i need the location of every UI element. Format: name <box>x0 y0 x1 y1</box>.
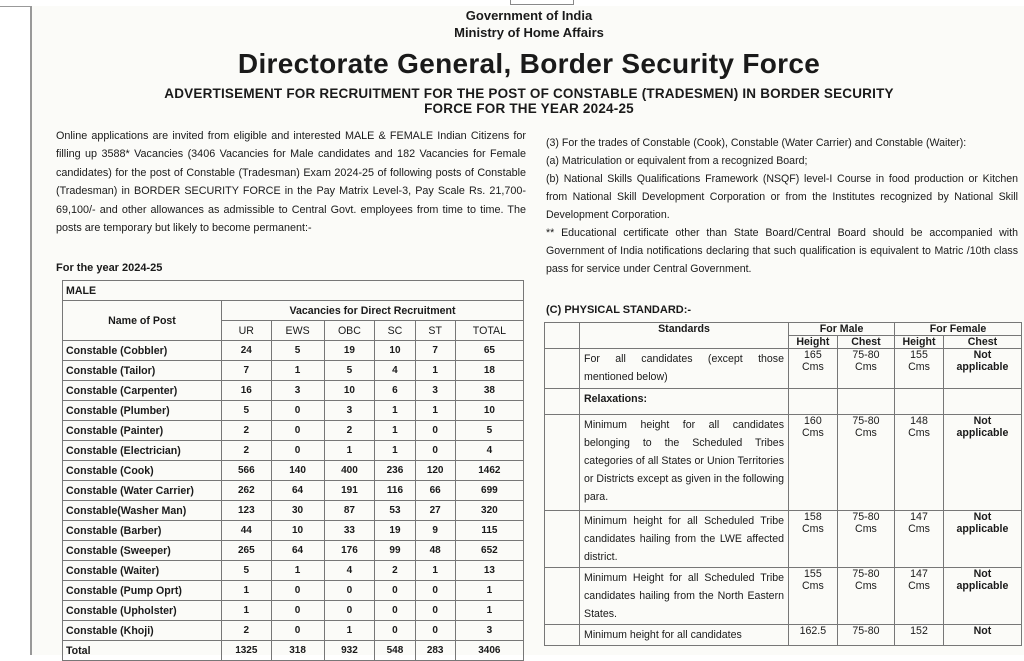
vacancy-col-st: ST <box>415 321 455 341</box>
vacancy-cell: 1 <box>375 441 415 461</box>
vacancy-cell: 0 <box>271 581 324 601</box>
vacancy-cell: 0 <box>324 581 375 601</box>
vacancy-cell: 318 <box>271 641 324 661</box>
phys-desc-cell: For all candidates (except those mentioned below) <box>580 349 789 389</box>
vacancy-cell: 5 <box>324 361 375 381</box>
vacancy-cell: 99 <box>375 541 415 561</box>
vacancy-col-ews: EWS <box>271 321 324 341</box>
physical-standard-table <box>544 322 1022 646</box>
vacancy-cell: 0 <box>415 421 455 441</box>
vacancy-cell: 115 <box>455 521 523 541</box>
vacancy-cell: 16 <box>222 381 272 401</box>
vacancy-cell: 3 <box>271 381 324 401</box>
vacancy-cell: 3 <box>324 401 375 421</box>
phys-fc-cell <box>943 389 1021 415</box>
vacancy-cell: 2 <box>375 561 415 581</box>
phys-mc-cell: 75-80 Cms <box>837 568 894 625</box>
phys-desc-cell: Minimum Height for all Scheduled Tribe candidates hailing from the North Eastern States. <box>580 568 789 625</box>
vacancy-cell: 1325 <box>222 641 272 661</box>
table-row <box>63 641 524 661</box>
table-row <box>63 561 524 581</box>
vacancy-section-label: MALE <box>63 281 524 301</box>
phys-desc-cell: Minimum height for all Scheduled Tribe candidates hailing from the LWE affected district. <box>580 511 789 568</box>
directorate-title: Directorate General, Border Security Force <box>237 48 821 79</box>
vacancy-cell: 5 <box>455 421 523 441</box>
phys-gap-cell <box>545 568 580 625</box>
phys-mh-cell: 162.5 <box>789 625 838 646</box>
vacancy-cell: 1 <box>415 401 455 421</box>
for-year-label: For the year 2024-25 <box>56 262 163 274</box>
vacancy-cell: 932 <box>324 641 375 661</box>
vacancy-cell: 0 <box>415 441 455 461</box>
phys-fh-cell: 155 Cms <box>895 349 944 389</box>
vacancy-cell: 44 <box>222 521 272 541</box>
table-row <box>63 461 524 481</box>
phys-fc-cell: Not applicable <box>943 511 1021 568</box>
phys-mc-cell: 75-80 Cms <box>837 511 894 568</box>
table-row <box>63 441 524 461</box>
table-row <box>545 511 1022 568</box>
vacancy-cell: 1 <box>222 601 272 621</box>
physical-standard-title: (C) PHYSICAL STANDARD:- <box>546 304 692 316</box>
post-name: Constable (Carpenter) <box>63 381 222 401</box>
name-of-post-header: Name of Post <box>63 301 222 341</box>
vacancy-cell: 1 <box>324 621 375 641</box>
vacancy-cell: 13 <box>455 561 523 581</box>
vacancy-cell: 1 <box>271 361 324 381</box>
vacancy-cell: 1 <box>455 601 523 621</box>
vacancy-cell: 1 <box>455 581 523 601</box>
table-row <box>63 381 524 401</box>
vacancy-cell: 0 <box>271 441 324 461</box>
vacancy-cell: 30 <box>271 501 324 521</box>
table-row <box>63 341 524 361</box>
post-name: Constable (Painter) <box>63 421 222 441</box>
vacancy-cell: 2 <box>324 421 375 441</box>
vacancy-cell: 265 <box>222 541 272 561</box>
clause-b: (b) National Skills Qualifications Framework (NSQF) level-I Course in food production or Kitchen from National Skill Development Corporation or from the Institutes recognized by National Skill Development Corporation. <box>546 173 1018 221</box>
table-row <box>63 601 524 621</box>
table-row <box>63 481 524 501</box>
vacancy-cell: 4 <box>455 441 523 461</box>
phys-fh-cell: 148 Cms <box>895 415 944 511</box>
vacancy-cell: 9 <box>415 521 455 541</box>
phys-mc-cell <box>837 389 894 415</box>
vacancy-cell: 5 <box>222 401 272 421</box>
vacancy-cell: 120 <box>415 461 455 481</box>
equivalence-note: ** Educational certificate other than State Board/Central Board should be accompanied with Government of India notifications declaring that such qualification is equivalent to Matric /10th class pass for service under Central Government. <box>546 227 1018 275</box>
vacancy-col-total: TOTAL <box>455 321 523 341</box>
phys-mc-cell: 75-80 Cms <box>837 415 894 511</box>
vacancy-cell: 64 <box>271 541 324 561</box>
vacancy-cell: 53 <box>375 501 415 521</box>
phys-mc-cell: 75-80 <box>837 625 894 646</box>
government-heading: Government of India <box>465 8 593 23</box>
vacancy-cell: 0 <box>375 581 415 601</box>
table-row <box>63 501 524 521</box>
vacancy-cell: 548 <box>375 641 415 661</box>
vacancy-cell: 0 <box>271 421 324 441</box>
post-name: Constable (Water Carrier) <box>63 481 222 501</box>
phys-mh-cell <box>789 389 838 415</box>
vacancy-cell: 262 <box>222 481 272 501</box>
male-height-header: Height <box>789 336 838 349</box>
post-name: Constable (Plumber) <box>63 401 222 421</box>
phys-desc-cell: Minimum height for all candidates belonging to the Scheduled Tribes categories of all States or Union Territories or Districts except as given in the following para. <box>580 415 789 511</box>
vacancy-cell: 19 <box>375 521 415 541</box>
female-height-header: Height <box>895 336 944 349</box>
vacancy-cell: 19 <box>324 341 375 361</box>
clause-a: (a) Matriculation or equivalent from a recognized Board; <box>546 155 808 167</box>
vacancy-cell: 1 <box>271 561 324 581</box>
vacancy-cell: 1 <box>415 561 455 581</box>
vacancy-cell: 4 <box>375 361 415 381</box>
post-name: Constable (Khoji) <box>63 621 222 641</box>
table-row <box>545 389 1022 415</box>
phys-gap-cell <box>545 349 580 389</box>
vacancy-cell: 10 <box>271 521 324 541</box>
table-row <box>63 621 524 641</box>
post-name: Total <box>63 641 222 661</box>
female-chest-header: Chest <box>943 336 1021 349</box>
table-row <box>63 541 524 561</box>
for-female-header: For Female <box>895 323 1022 336</box>
vacancy-cell: 0 <box>375 601 415 621</box>
vacancy-col-sc: SC <box>375 321 415 341</box>
document-page <box>30 6 1024 655</box>
vacancy-cell: 0 <box>324 601 375 621</box>
vacancy-cell: 140 <box>271 461 324 481</box>
vacancy-cell: 699 <box>455 481 523 501</box>
vacancy-cell: 2 <box>222 421 272 441</box>
phys-fc-cell: Not <box>943 625 1021 646</box>
phys-mh-cell: 158 Cms <box>789 511 838 568</box>
trade-clause: (3) For the trades of Constable (Cook), Constable (Water Carrier) and Constable (Waiter): <box>546 137 967 149</box>
post-name: Constable (Sweeper) <box>63 541 222 561</box>
phys-fc-cell: Not applicable <box>943 349 1021 389</box>
vacancy-cell: 191 <box>324 481 375 501</box>
phys-gap-cell <box>545 389 580 415</box>
vacancy-cell: 1 <box>375 421 415 441</box>
vacancy-cell: 1462 <box>455 461 523 481</box>
vacancy-cell: 2 <box>222 441 272 461</box>
vacancy-cell: 123 <box>222 501 272 521</box>
phys-mh-cell: 160 Cms <box>789 415 838 511</box>
male-chest-header: Chest <box>837 336 894 349</box>
vacancy-cell: 24 <box>222 341 272 361</box>
vacancy-cell: 1 <box>324 441 375 461</box>
post-name: Constable (Upholster) <box>63 601 222 621</box>
vacancy-cell: 0 <box>271 621 324 641</box>
vacancy-cell: 10 <box>455 401 523 421</box>
table-row <box>63 581 524 601</box>
right-column-text <box>546 134 1018 278</box>
vacancy-cell: 3 <box>455 621 523 641</box>
vacancy-cell: 18 <box>455 361 523 381</box>
post-name: Constable (Barber) <box>63 521 222 541</box>
vacancy-cell: 0 <box>415 601 455 621</box>
table-row <box>545 415 1022 511</box>
advertisement-title-line2: FORCE FOR THE YEAR 2024-25 <box>424 101 634 116</box>
vacancy-cell: 3406 <box>455 641 523 661</box>
vacancy-cell: 33 <box>324 521 375 541</box>
vacancy-cell: 0 <box>271 601 324 621</box>
phys-gap-cell <box>545 625 580 646</box>
post-name: Constable (Pump Oprt) <box>63 581 222 601</box>
post-name: Constable (Waiter) <box>63 561 222 581</box>
vacancy-cell: 7 <box>415 341 455 361</box>
standards-header: Standards <box>580 323 789 349</box>
phys-fc-cell: Not applicable <box>943 568 1021 625</box>
vacancy-cell: 176 <box>324 541 375 561</box>
phys-gap-header <box>545 323 580 349</box>
vacancy-cell: 10 <box>375 341 415 361</box>
vacancy-cell: 66 <box>415 481 455 501</box>
table-row <box>63 421 524 441</box>
vacancy-col-obc: OBC <box>324 321 375 341</box>
vacancy-cell: 5 <box>271 341 324 361</box>
vacancies-group-header: Vacancies for Direct Recruitment <box>222 301 524 321</box>
phys-gap-cell <box>545 415 580 511</box>
table-row <box>63 401 524 421</box>
vacancy-cell: 0 <box>375 621 415 641</box>
vacancy-cell: 87 <box>324 501 375 521</box>
post-name: Constable (Tailor) <box>63 361 222 381</box>
phys-mc-cell: 75-80 Cms <box>837 349 894 389</box>
page-tab <box>510 0 574 5</box>
vacancy-cell: 2 <box>222 621 272 641</box>
table-row <box>63 521 524 541</box>
table-row <box>545 349 1022 389</box>
vacancy-cell: 0 <box>415 581 455 601</box>
phys-mh-cell: 155 Cms <box>789 568 838 625</box>
phys-fh-cell: 147 Cms <box>895 511 944 568</box>
vacancy-cell: 10 <box>324 381 375 401</box>
post-name: Constable (Cobbler) <box>63 341 222 361</box>
vacancy-cell: 0 <box>415 621 455 641</box>
vacancy-cell: 38 <box>455 381 523 401</box>
phys-fh-cell: 147 Cms <box>895 568 944 625</box>
vacancy-cell: 320 <box>455 501 523 521</box>
post-name: Constable(Washer Man) <box>63 501 222 521</box>
vacancy-cell: 566 <box>222 461 272 481</box>
post-name: Constable (Cook) <box>63 461 222 481</box>
table-row <box>545 568 1022 625</box>
vacancy-cell: 65 <box>455 341 523 361</box>
vacancy-cell: 400 <box>324 461 375 481</box>
phys-mh-cell: 165 Cms <box>789 349 838 389</box>
phys-gap-cell <box>545 511 580 568</box>
vacancy-cell: 4 <box>324 561 375 581</box>
vacancy-cell: 1 <box>375 401 415 421</box>
vacancy-col-ur: UR <box>222 321 272 341</box>
vacancy-cell: 116 <box>375 481 415 501</box>
phys-fh-cell: 152 <box>895 625 944 646</box>
vacancy-table <box>62 280 524 661</box>
vacancy-cell: 64 <box>271 481 324 501</box>
phys-fh-cell <box>895 389 944 415</box>
vacancy-cell: 652 <box>455 541 523 561</box>
intro-paragraph: Online applications are invited from eligible and interested MALE & FEMALE Indian Citizens for filling up 3588* Vacancies (3406 Vacancies for Male candidates and 182 Vacancies for Female candidates) for the post of Constable (Tradesman) Exam 2024-25 of following posts of Constable (Tradesman) in BORDER SECURITY FORCE in the Pay Matrix Level-3, Pay Scale Rs. 21,700-69,100/- and other allowances as admissible to Central Govt. employees from time to time. The posts are temporary but likely to become permanent:- <box>56 130 526 235</box>
vacancy-cell: 3 <box>415 381 455 401</box>
vacancy-cell: 0 <box>271 401 324 421</box>
vacancy-cell: 48 <box>415 541 455 561</box>
vacancy-cell: 27 <box>415 501 455 521</box>
phys-desc-cell: Relaxations: <box>580 389 789 415</box>
post-name: Constable (Electrician) <box>63 441 222 461</box>
vacancy-cell: 236 <box>375 461 415 481</box>
vacancy-cell: 283 <box>415 641 455 661</box>
phys-desc-cell: Minimum height for all candidates <box>580 625 789 646</box>
vacancy-cell: 5 <box>222 561 272 581</box>
advertisement-title-line1: ADVERTISEMENT FOR RECRUITMENT FOR THE POST OF CONSTABLE (TRADESMEN) IN BORDER SECURITY <box>164 86 894 101</box>
vacancy-cell: 7 <box>222 361 272 381</box>
for-male-header: For Male <box>789 323 895 336</box>
table-row <box>63 361 524 381</box>
vacancy-cell: 1 <box>222 581 272 601</box>
phys-fc-cell: Not applicable <box>943 415 1021 511</box>
vacancy-cell: 1 <box>415 361 455 381</box>
table-row <box>545 625 1022 646</box>
ministry-heading: Ministry of Home Affairs <box>454 25 604 40</box>
vacancy-cell: 6 <box>375 381 415 401</box>
